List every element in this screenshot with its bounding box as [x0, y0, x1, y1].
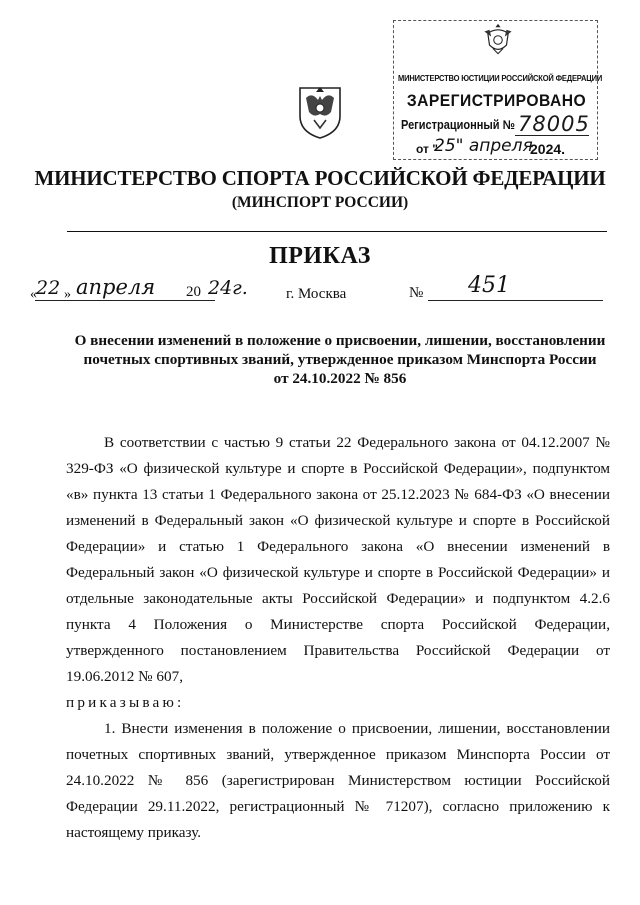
order-number-label: №	[409, 285, 424, 301]
date-underline	[35, 300, 215, 301]
order-subject	[70, 331, 610, 388]
date-month: апреля	[76, 275, 156, 299]
stamp-registered-label: ЗАРЕГИСТРИРОВАНО	[406, 91, 587, 110]
stamp-reg-label: Регистрационный №	[401, 118, 515, 132]
city: г. Москва	[286, 286, 347, 302]
stamp-date-value: 25" апреля	[434, 136, 533, 156]
stamp-ministry-name: МИНИСТЕРСТВО ЮСТИЦИИ РОССИЙСКОЙ ФЕДЕРАЦИИ	[398, 73, 603, 83]
ministry-short-name: (МИНСПОРТ РОССИИ)	[231, 194, 409, 211]
registration-stamp	[393, 20, 603, 160]
ministry-title: МИНИСТЕРСТВО СПОРТА РОССИЙСКОЙ ФЕДЕРАЦИИ	[34, 166, 606, 190]
date-year-handwritten: 24г.	[208, 277, 248, 299]
preamble-paragraph	[66, 430, 610, 716]
order-body	[66, 430, 610, 846]
date-open-quote: «	[30, 287, 37, 302]
stamp-date-year: 2024.	[530, 141, 566, 157]
document-type: ПРИКАЗ	[269, 243, 371, 269]
date-close-quote: »	[64, 287, 71, 302]
stamp-eagle-icon	[481, 23, 515, 57]
header-divider	[67, 231, 607, 232]
eagle-emblem-icon	[294, 82, 346, 140]
preamble-text: В соответствии с частью 9 статьи 22 Федерального закона от 04.12.2007 № 329-ФЗ «О физической культуре и спорте в Российской Федерации», подпунктом «в» пункта 13 статьи 1 Федерального закона от 25.12.2023 № 684-ФЗ «О внесении изменений в Федеральный закон «О физической культуре и спорте в Российской Федерации» и статью 1 Федерального закона «О внесении изменений в Федеральный закон «О физической культуре и спорте в Российской Федерации» и отдельные законодательные акты Российской Федерации» и подпунктом 4.2.6 пункта 4 Положения о Министерстве спорта Российской Федерации, утвержденного постановлением Правительства Российской Федерации от 19.06.2012 № 607,	[66, 434, 610, 685]
subject-line-2: почетных спортивных званий, утвержденное приказом Минспорта России	[83, 351, 597, 368]
order-number-underline	[428, 300, 603, 301]
subject-line-3: от 24.10.2022 № 856	[273, 370, 407, 387]
stamp-reg-number: 78005	[518, 112, 590, 136]
clause-1-paragraph: 1. Внести изменения в положение о присвоении, лишении, восстановлении почетных спортивных званий, утвержденное приказом Минспорта России от 24.10.2022 № 856 (зарегистрирован Министерством юстиции Российской Федерации 29.11.2022, регистрационный № 71207), согласно приложению к настоящему приказу.	[66, 720, 610, 841]
date-year-printed: 20	[186, 284, 201, 300]
date-day: 22	[36, 277, 61, 299]
order-word: приказываю:	[66, 694, 185, 711]
order-number: 451	[468, 273, 510, 298]
stamp-date-prefix: от "	[416, 142, 438, 156]
subject-line-1: О внесении изменений в положение о присвоении, лишении, восстановлении	[74, 332, 606, 349]
